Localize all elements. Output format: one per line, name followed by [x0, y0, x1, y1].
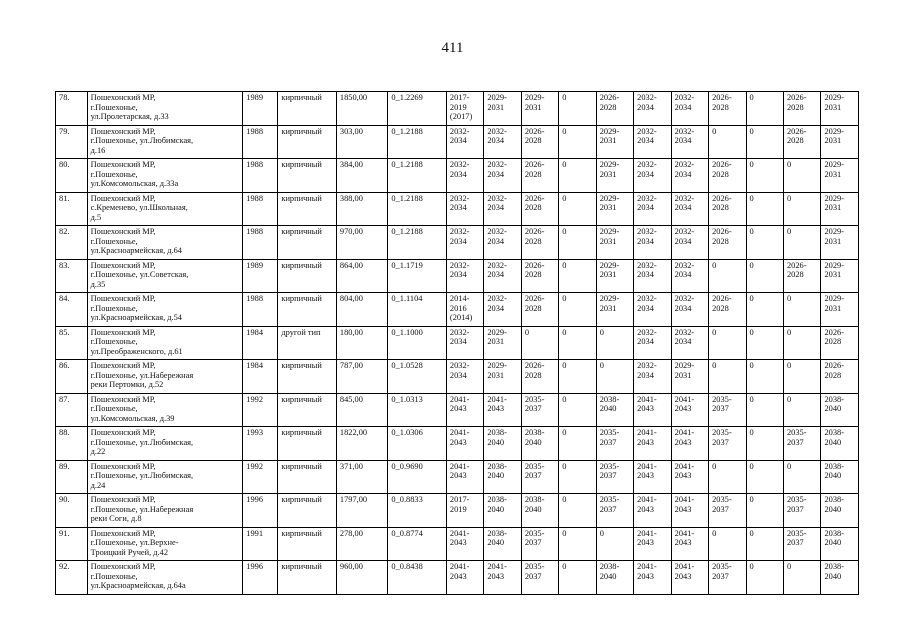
row-period-cell: 2032- 2034 — [484, 259, 521, 293]
row-period-cell: 2035- 2037 — [783, 527, 820, 561]
row-number: 89. — [56, 460, 88, 494]
row-period-cell: 2041- 2043 — [634, 393, 671, 427]
row-period-cell: 2041- 2043 — [671, 494, 708, 528]
row-period-cell: 2026- 2028 — [709, 159, 746, 193]
row-period-cell: 0 — [709, 460, 746, 494]
row-period-cell: 2041- 2043 — [484, 561, 521, 595]
row-period-cell: 2038- 2040 — [821, 494, 859, 528]
row-year: 1988 — [243, 293, 278, 327]
row-area: 388,00 — [336, 192, 388, 226]
row-address: Пошехонский МР, г.Пошехонье, ул.Пролетарская, д.33 — [87, 92, 243, 126]
row-period-cell: 2029- 2031 — [484, 326, 521, 360]
row-period-cell: 2032- 2034 — [634, 159, 671, 193]
row-period-cell: 0 — [559, 125, 596, 159]
row-period-cell: 0 — [746, 92, 783, 126]
row-period-cell: 2032- 2034 — [484, 125, 521, 159]
row-code: 0_1.2188 — [388, 192, 447, 226]
row-address: Пошехонский МР, г.Пошехонье, ул.Советская, д.35 — [87, 259, 243, 293]
row-period-cell: 2032- 2034 — [671, 192, 708, 226]
row-period-cell: 2032- 2034 — [484, 293, 521, 327]
row-period-cell: 2035- 2037 — [521, 561, 558, 595]
row-code: 0_1.2188 — [388, 159, 447, 193]
row-period-cell: 2032- 2034 — [671, 293, 708, 327]
row-period-cell: 2035- 2037 — [521, 393, 558, 427]
row-period-cell: 2038- 2040 — [521, 494, 558, 528]
row-period-cell: 2041- 2043 — [671, 460, 708, 494]
row-period-cell: 2035- 2037 — [783, 494, 820, 528]
row-period-cell: 2029- 2031 — [521, 92, 558, 126]
row-period-cell: 2029- 2031 — [484, 92, 521, 126]
row-year: 1992 — [243, 393, 278, 427]
row-period-cell: 2026- 2028 — [521, 192, 558, 226]
row-material: кирпичный — [278, 494, 337, 528]
row-year: 1984 — [243, 360, 278, 394]
row-area: 1797,00 — [336, 494, 388, 528]
row-number: 79. — [56, 125, 88, 159]
row-period-cell: 0 — [559, 460, 596, 494]
row-code: 0_0.8774 — [388, 527, 447, 561]
row-period-cell: 0 — [746, 527, 783, 561]
row-period-cell: 0 — [746, 561, 783, 595]
table-row — [56, 494, 859, 528]
row-period-cell: 2041- 2043 — [446, 427, 483, 461]
row-material: кирпичный — [278, 460, 337, 494]
housing-registry-table — [55, 91, 859, 595]
row-period-cell: 2032- 2034 — [634, 326, 671, 360]
row-period-cell: 2026- 2028 — [709, 226, 746, 260]
row-number: 80. — [56, 159, 88, 193]
row-code: 0_1.1000 — [388, 326, 447, 360]
row-period-cell: 0 — [596, 360, 633, 394]
row-period-cell: 2032- 2034 — [671, 92, 708, 126]
row-period-cell: 0 — [709, 527, 746, 561]
row-period-cell: 0 — [559, 259, 596, 293]
row-period-cell: 2029- 2031 — [821, 159, 859, 193]
row-number: 84. — [56, 293, 88, 327]
row-address: Пошехонский МР, г.Пошехонье, ул.Красноармейская, д.64а — [87, 561, 243, 595]
row-year: 1989 — [243, 92, 278, 126]
row-code: 0_1.0528 — [388, 360, 447, 394]
row-material: кирпичный — [278, 527, 337, 561]
row-period-cell: 2029- 2031 — [596, 226, 633, 260]
row-year: 1984 — [243, 326, 278, 360]
row-address: Пошехонский МР, г.Пошехонье, ул.Любимская, д.22 — [87, 427, 243, 461]
row-period-cell: 0 — [746, 293, 783, 327]
row-period-cell: 2041- 2043 — [446, 393, 483, 427]
row-period-cell: 2038- 2040 — [821, 393, 859, 427]
row-material: кирпичный — [278, 360, 337, 394]
row-period-cell: 2035- 2037 — [521, 527, 558, 561]
row-year: 1988 — [243, 226, 278, 260]
row-address: Пошехонский МР, г.Пошехонье, ул.Набережная реки Соги, д.8 — [87, 494, 243, 528]
row-material: кирпичный — [278, 192, 337, 226]
row-period-cell: 2032- 2034 — [634, 360, 671, 394]
row-period-cell: 2029- 2031 — [484, 360, 521, 394]
row-code: 0_0.8438 — [388, 561, 447, 595]
row-period-cell: 2029- 2031 — [596, 259, 633, 293]
row-code: 0_0.8833 — [388, 494, 447, 528]
row-address: Пошехонский МР, г.Пошехонье, ул.Красноармейская, д.64 — [87, 226, 243, 260]
table-row — [56, 393, 859, 427]
row-area: 804,00 — [336, 293, 388, 327]
row-year: 1989 — [243, 259, 278, 293]
row-period-cell: 0 — [746, 159, 783, 193]
row-address: Пошехонский МР, г.Пошехонье, ул.Преображенского, д.61 — [87, 326, 243, 360]
row-period-cell: 2041- 2043 — [671, 393, 708, 427]
row-period-cell: 0 — [559, 226, 596, 260]
row-number: 91. — [56, 527, 88, 561]
row-year: 1993 — [243, 427, 278, 461]
table-row — [56, 92, 859, 126]
row-period-cell: 2041- 2043 — [634, 427, 671, 461]
row-period-cell: 0 — [783, 326, 820, 360]
row-period-cell: 0 — [559, 527, 596, 561]
row-period-cell: 0 — [559, 360, 596, 394]
row-period-cell: 2035- 2037 — [596, 427, 633, 461]
row-period-cell: 2032- 2034 — [634, 92, 671, 126]
row-period-cell: 2041- 2043 — [634, 460, 671, 494]
table-row — [56, 192, 859, 226]
row-number: 85. — [56, 326, 88, 360]
row-period-cell: 2026- 2028 — [521, 159, 558, 193]
row-period-cell: 2041- 2043 — [484, 393, 521, 427]
row-area: 864,00 — [336, 259, 388, 293]
row-code: 0_1.0306 — [388, 427, 447, 461]
row-period-cell: 0 — [559, 561, 596, 595]
row-material: кирпичный — [278, 293, 337, 327]
row-number: 92. — [56, 561, 88, 595]
row-period-cell: 2032- 2034 — [634, 192, 671, 226]
row-period-cell: 2032- 2034 — [634, 226, 671, 260]
row-address: Пошехонский МР, г.Пошехонье, ул.Любимская, д.16 — [87, 125, 243, 159]
row-code: 0_1.1719 — [388, 259, 447, 293]
row-period-cell: 2029- 2031 — [596, 192, 633, 226]
row-period-cell: 2038- 2040 — [484, 527, 521, 561]
row-area: 960,00 — [336, 561, 388, 595]
row-period-cell: 2032- 2034 — [484, 159, 521, 193]
row-period-cell: 2038- 2040 — [521, 427, 558, 461]
row-period-cell: 2035- 2037 — [783, 427, 820, 461]
row-address: Пошехонский МР, г.Пошехонье, ул.Любимская, д.24 — [87, 460, 243, 494]
row-period-cell: 2032- 2034 — [671, 226, 708, 260]
row-code: 0_0.9690 — [388, 460, 447, 494]
row-period-cell: 2032- 2034 — [671, 159, 708, 193]
table-row — [56, 159, 859, 193]
row-period-cell: 2032- 2034 — [634, 259, 671, 293]
row-code: 0_1.2269 — [388, 92, 447, 126]
row-period-cell: 0 — [746, 494, 783, 528]
row-area: 303,00 — [336, 125, 388, 159]
row-material: кирпичный — [278, 259, 337, 293]
row-period-cell: 0 — [783, 159, 820, 193]
row-period-cell: 2029- 2031 — [596, 159, 633, 193]
row-period-cell: 0 — [521, 326, 558, 360]
row-period-cell: 2035- 2037 — [709, 494, 746, 528]
row-area: 278,00 — [336, 527, 388, 561]
row-period-cell: 2032- 2034 — [446, 326, 483, 360]
row-material: кирпичный — [278, 561, 337, 595]
row-address: Пошехонский МР, с.Кременево, ул.Школьная, д.5 — [87, 192, 243, 226]
row-area: 1850,00 — [336, 92, 388, 126]
row-period-cell: 2035- 2037 — [709, 561, 746, 595]
row-period-cell: 0 — [746, 125, 783, 159]
row-period-cell: 2032- 2034 — [634, 293, 671, 327]
row-period-cell: 2041- 2043 — [446, 460, 483, 494]
row-period-cell: 2032- 2034 — [446, 226, 483, 260]
row-period-cell: 2041- 2043 — [671, 427, 708, 461]
row-period-cell: 0 — [559, 92, 596, 126]
row-period-cell: 2041- 2043 — [634, 494, 671, 528]
table-row — [56, 360, 859, 394]
row-year: 1991 — [243, 527, 278, 561]
row-period-cell: 0 — [709, 125, 746, 159]
row-period-cell: 0 — [709, 360, 746, 394]
row-period-cell: 0 — [709, 326, 746, 360]
row-period-cell: 2032- 2034 — [671, 125, 708, 159]
row-period-cell: 0 — [783, 393, 820, 427]
row-address: Пошехонский МР, г.Пошехонье, ул.Комсомольская, д.39 — [87, 393, 243, 427]
row-period-cell: 2032- 2034 — [446, 125, 483, 159]
row-period-cell: 2032- 2034 — [446, 360, 483, 394]
row-period-cell: 0 — [596, 326, 633, 360]
row-material: кирпичный — [278, 226, 337, 260]
row-period-cell: 2038- 2040 — [596, 393, 633, 427]
row-period-cell: 2035- 2037 — [521, 460, 558, 494]
row-area: 787,00 — [336, 360, 388, 394]
row-period-cell: 2017- 2019 (2017) — [446, 92, 483, 126]
row-period-cell: 2032- 2034 — [446, 192, 483, 226]
row-period-cell: 2026- 2028 — [596, 92, 633, 126]
row-period-cell: 2032- 2034 — [446, 259, 483, 293]
row-address: Пошехонский МР, г.Пошехонье, ул.Комсомольская, д.33а — [87, 159, 243, 193]
row-material: кирпичный — [278, 427, 337, 461]
row-period-cell: 0 — [783, 192, 820, 226]
table-row — [56, 226, 859, 260]
row-year: 1988 — [243, 125, 278, 159]
row-period-cell: 0 — [746, 226, 783, 260]
row-period-cell: 2035- 2037 — [596, 460, 633, 494]
row-period-cell: 2032- 2034 — [634, 125, 671, 159]
row-year: 1996 — [243, 561, 278, 595]
row-period-cell: 0 — [783, 561, 820, 595]
row-year: 1996 — [243, 494, 278, 528]
table-row — [56, 326, 859, 360]
row-period-cell: 2038- 2040 — [821, 527, 859, 561]
row-period-cell: 0 — [596, 527, 633, 561]
row-period-cell: 2038- 2040 — [484, 460, 521, 494]
row-area: 180,00 — [336, 326, 388, 360]
row-code: 0_1.2188 — [388, 226, 447, 260]
row-period-cell: 2032- 2034 — [484, 226, 521, 260]
row-period-cell: 2026- 2028 — [709, 293, 746, 327]
row-period-cell: 0 — [746, 326, 783, 360]
row-period-cell: 2041- 2043 — [446, 561, 483, 595]
row-period-cell: 2026- 2028 — [821, 326, 859, 360]
row-period-cell: 0 — [746, 427, 783, 461]
row-period-cell: 2038- 2040 — [596, 561, 633, 595]
row-period-cell: 2041- 2043 — [634, 561, 671, 595]
row-material: кирпичный — [278, 159, 337, 193]
row-period-cell: 0 — [559, 393, 596, 427]
row-area: 970,00 — [336, 226, 388, 260]
row-period-cell: 2032- 2034 — [671, 326, 708, 360]
row-period-cell: 2026- 2028 — [783, 259, 820, 293]
row-period-cell: 0 — [746, 192, 783, 226]
row-number: 86. — [56, 360, 88, 394]
table-row — [56, 561, 859, 595]
row-period-cell: 2026- 2028 — [783, 92, 820, 126]
row-number: 83. — [56, 259, 88, 293]
page-number: 411 — [441, 40, 464, 56]
row-area: 1822,00 — [336, 427, 388, 461]
row-period-cell: 2029- 2031 — [821, 226, 859, 260]
row-number: 82. — [56, 226, 88, 260]
row-period-cell: 0 — [746, 460, 783, 494]
row-period-cell: 0 — [559, 427, 596, 461]
row-period-cell: 2029- 2031 — [821, 259, 859, 293]
row-period-cell: 2038- 2040 — [821, 460, 859, 494]
row-period-cell: 2026- 2028 — [521, 226, 558, 260]
row-number: 87. — [56, 393, 88, 427]
row-number: 88. — [56, 427, 88, 461]
row-period-cell: 2029- 2031 — [596, 293, 633, 327]
row-period-cell: 0 — [746, 259, 783, 293]
table-row — [56, 427, 859, 461]
row-period-cell: 0 — [709, 259, 746, 293]
row-period-cell: 2038- 2040 — [484, 494, 521, 528]
row-period-cell: 0 — [559, 192, 596, 226]
row-period-cell: 2035- 2037 — [709, 427, 746, 461]
row-period-cell: 2029- 2031 — [671, 360, 708, 394]
row-period-cell: 0 — [559, 494, 596, 528]
row-number: 90. — [56, 494, 88, 528]
row-area: 845,00 — [336, 393, 388, 427]
row-address: Пошехонский МР, г.Пошехонье, ул.Набережная реки Пертомки, д.52 — [87, 360, 243, 394]
row-period-cell: 2026- 2028 — [709, 192, 746, 226]
row-year: 1988 — [243, 192, 278, 226]
row-number: 78. — [56, 92, 88, 126]
row-period-cell: 0 — [746, 393, 783, 427]
row-period-cell: 0 — [559, 293, 596, 327]
row-period-cell: 2032- 2034 — [446, 159, 483, 193]
row-code: 0_1.1104 — [388, 293, 447, 327]
row-period-cell: 2029- 2031 — [596, 125, 633, 159]
table-row — [56, 259, 859, 293]
row-period-cell: 2038- 2040 — [821, 561, 859, 595]
row-period-cell: 2026- 2028 — [521, 259, 558, 293]
row-period-cell: 2026- 2028 — [821, 360, 859, 394]
row-address: Пошехонский МР, г.Пошехонье, ул.Верхне- Троицкий Ручей, д.42 — [87, 527, 243, 561]
table-row — [56, 125, 859, 159]
row-period-cell: 2041- 2043 — [634, 527, 671, 561]
row-period-cell: 2041- 2043 — [446, 527, 483, 561]
row-period-cell: 0 — [783, 460, 820, 494]
table-row — [56, 527, 859, 561]
row-material: кирпичный — [278, 92, 337, 126]
row-code: 0_1.2188 — [388, 125, 447, 159]
row-area: 371,00 — [336, 460, 388, 494]
row-period-cell: 0 — [783, 293, 820, 327]
row-period-cell: 2017- 2019 — [446, 494, 483, 528]
row-period-cell: 2029- 2031 — [821, 293, 859, 327]
row-year: 1992 — [243, 460, 278, 494]
table-row — [56, 460, 859, 494]
row-address: Пошехонский МР, г.Пошехонье, ул.Красноармейская, д.54 — [87, 293, 243, 327]
row-material: кирпичный — [278, 125, 337, 159]
row-period-cell: 2035- 2037 — [709, 393, 746, 427]
row-period-cell: 2026- 2028 — [521, 293, 558, 327]
row-period-cell: 2035- 2037 — [596, 494, 633, 528]
row-material: другой тип — [278, 326, 337, 360]
table-row — [56, 293, 859, 327]
row-period-cell: 2029- 2031 — [821, 125, 859, 159]
row-year: 1988 — [243, 159, 278, 193]
row-period-cell: 2041- 2043 — [671, 527, 708, 561]
row-period-cell: 2038- 2040 — [821, 427, 859, 461]
row-code: 0_1.0313 — [388, 393, 447, 427]
row-period-cell: 2026- 2028 — [709, 92, 746, 126]
row-period-cell: 2026- 2028 — [783, 125, 820, 159]
row-area: 384,00 — [336, 159, 388, 193]
row-period-cell: 2029- 2031 — [821, 92, 859, 126]
row-period-cell: 2026- 2028 — [521, 125, 558, 159]
row-period-cell: 0 — [559, 326, 596, 360]
row-number: 81. — [56, 192, 88, 226]
row-period-cell: 2038- 2040 — [484, 427, 521, 461]
row-period-cell: 2026- 2028 — [521, 360, 558, 394]
row-material: кирпичный — [278, 393, 337, 427]
row-period-cell: 2032- 2034 — [671, 259, 708, 293]
row-period-cell: 2041- 2043 — [671, 561, 708, 595]
row-period-cell: 0 — [783, 360, 820, 394]
row-period-cell: 2029- 2031 — [821, 192, 859, 226]
row-period-cell: 0 — [746, 360, 783, 394]
row-period-cell: 0 — [559, 159, 596, 193]
row-period-cell: 0 — [783, 226, 820, 260]
row-period-cell: 2014- 2016 (2014) — [446, 293, 483, 327]
row-period-cell: 2032- 2034 — [484, 192, 521, 226]
